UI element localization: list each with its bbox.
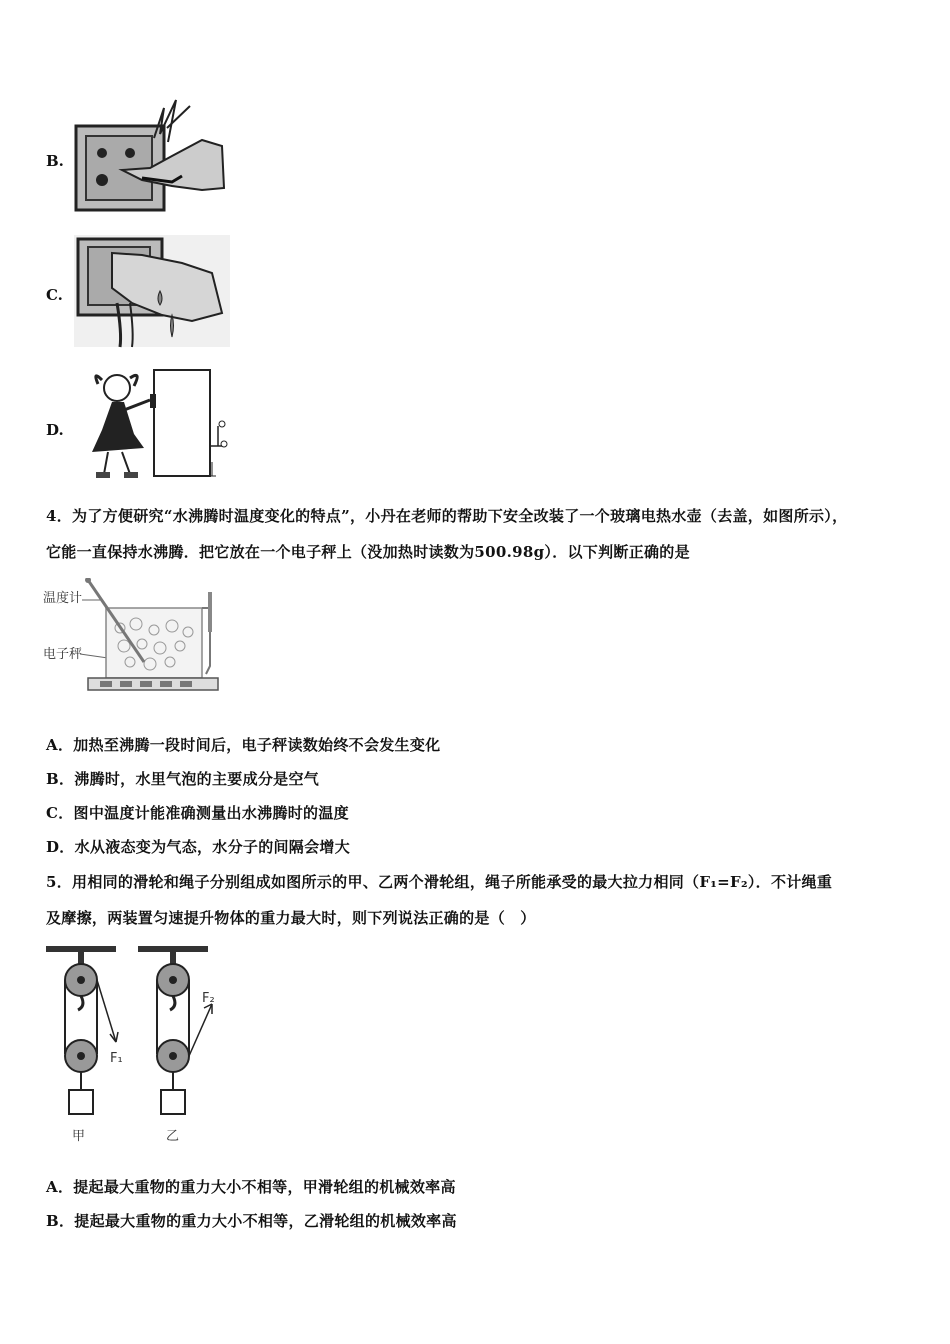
q5-stem-line2: 及摩擦，两装置匀速提升物体的重力最大时，则下列说法正确的是（ ） xyxy=(46,909,536,927)
q4-option-b: B．沸腾时，水里气泡的主要成分是空气 xyxy=(46,770,320,788)
q4-option-c: C．图中温度计能准确测量出水沸腾时的温度 xyxy=(46,804,349,822)
thermometer-label: 温度计 xyxy=(43,591,83,606)
q4-stem-line1: 4．为了方便研究“水沸腾时温度变化的特点”，小丹在老师的帮助下安全改装了一个玻璃电热水壶（去盖，如图所示）， xyxy=(46,507,848,525)
socket-finger-illustration xyxy=(72,98,227,213)
f1-label: F₁ xyxy=(110,1051,123,1066)
scale-label: 电子秤 xyxy=(43,647,83,662)
boiling-kettle-figure xyxy=(40,578,220,704)
q5-option-b: B．提起最大重物的重力大小不相等，乙滑轮组的机械效率高 xyxy=(46,1212,457,1230)
left-system-label: 甲 xyxy=(72,1129,86,1144)
wet-hand-plug-illustration xyxy=(72,233,232,349)
q4-option-a: A．加热至沸腾一段时间后，电子秤读数始终不会发生变化 xyxy=(46,736,441,754)
option-c-label: C. xyxy=(46,286,63,304)
option-b-label: B. xyxy=(46,152,64,170)
q5-option-a: A．提起最大重物的重力大小不相等，甲滑轮组的机械效率高 xyxy=(46,1178,456,1196)
right-system-label: 乙 xyxy=(166,1129,180,1144)
girl-appliance-illustration xyxy=(72,366,232,484)
q4-stem-line2: 它能一直保持水沸腾．把它放在一个电子秤上（没加热时读数为500.98g）．以下判断正确的是 xyxy=(46,543,690,561)
option-d-label: D. xyxy=(46,421,64,439)
pulley-systems-figure xyxy=(40,944,230,1154)
q5-stem-line1: 5．用相同的滑轮和绳子分别组成如图所示的甲、乙两个滑轮组，绳子所能承受的最大拉力相同（F₁=F₂）．不计绳重 xyxy=(46,873,833,891)
f2-label: F₂ xyxy=(202,991,215,1006)
q4-option-d: D．水从液态变为气态，水分子的间隔会增大 xyxy=(46,838,351,856)
